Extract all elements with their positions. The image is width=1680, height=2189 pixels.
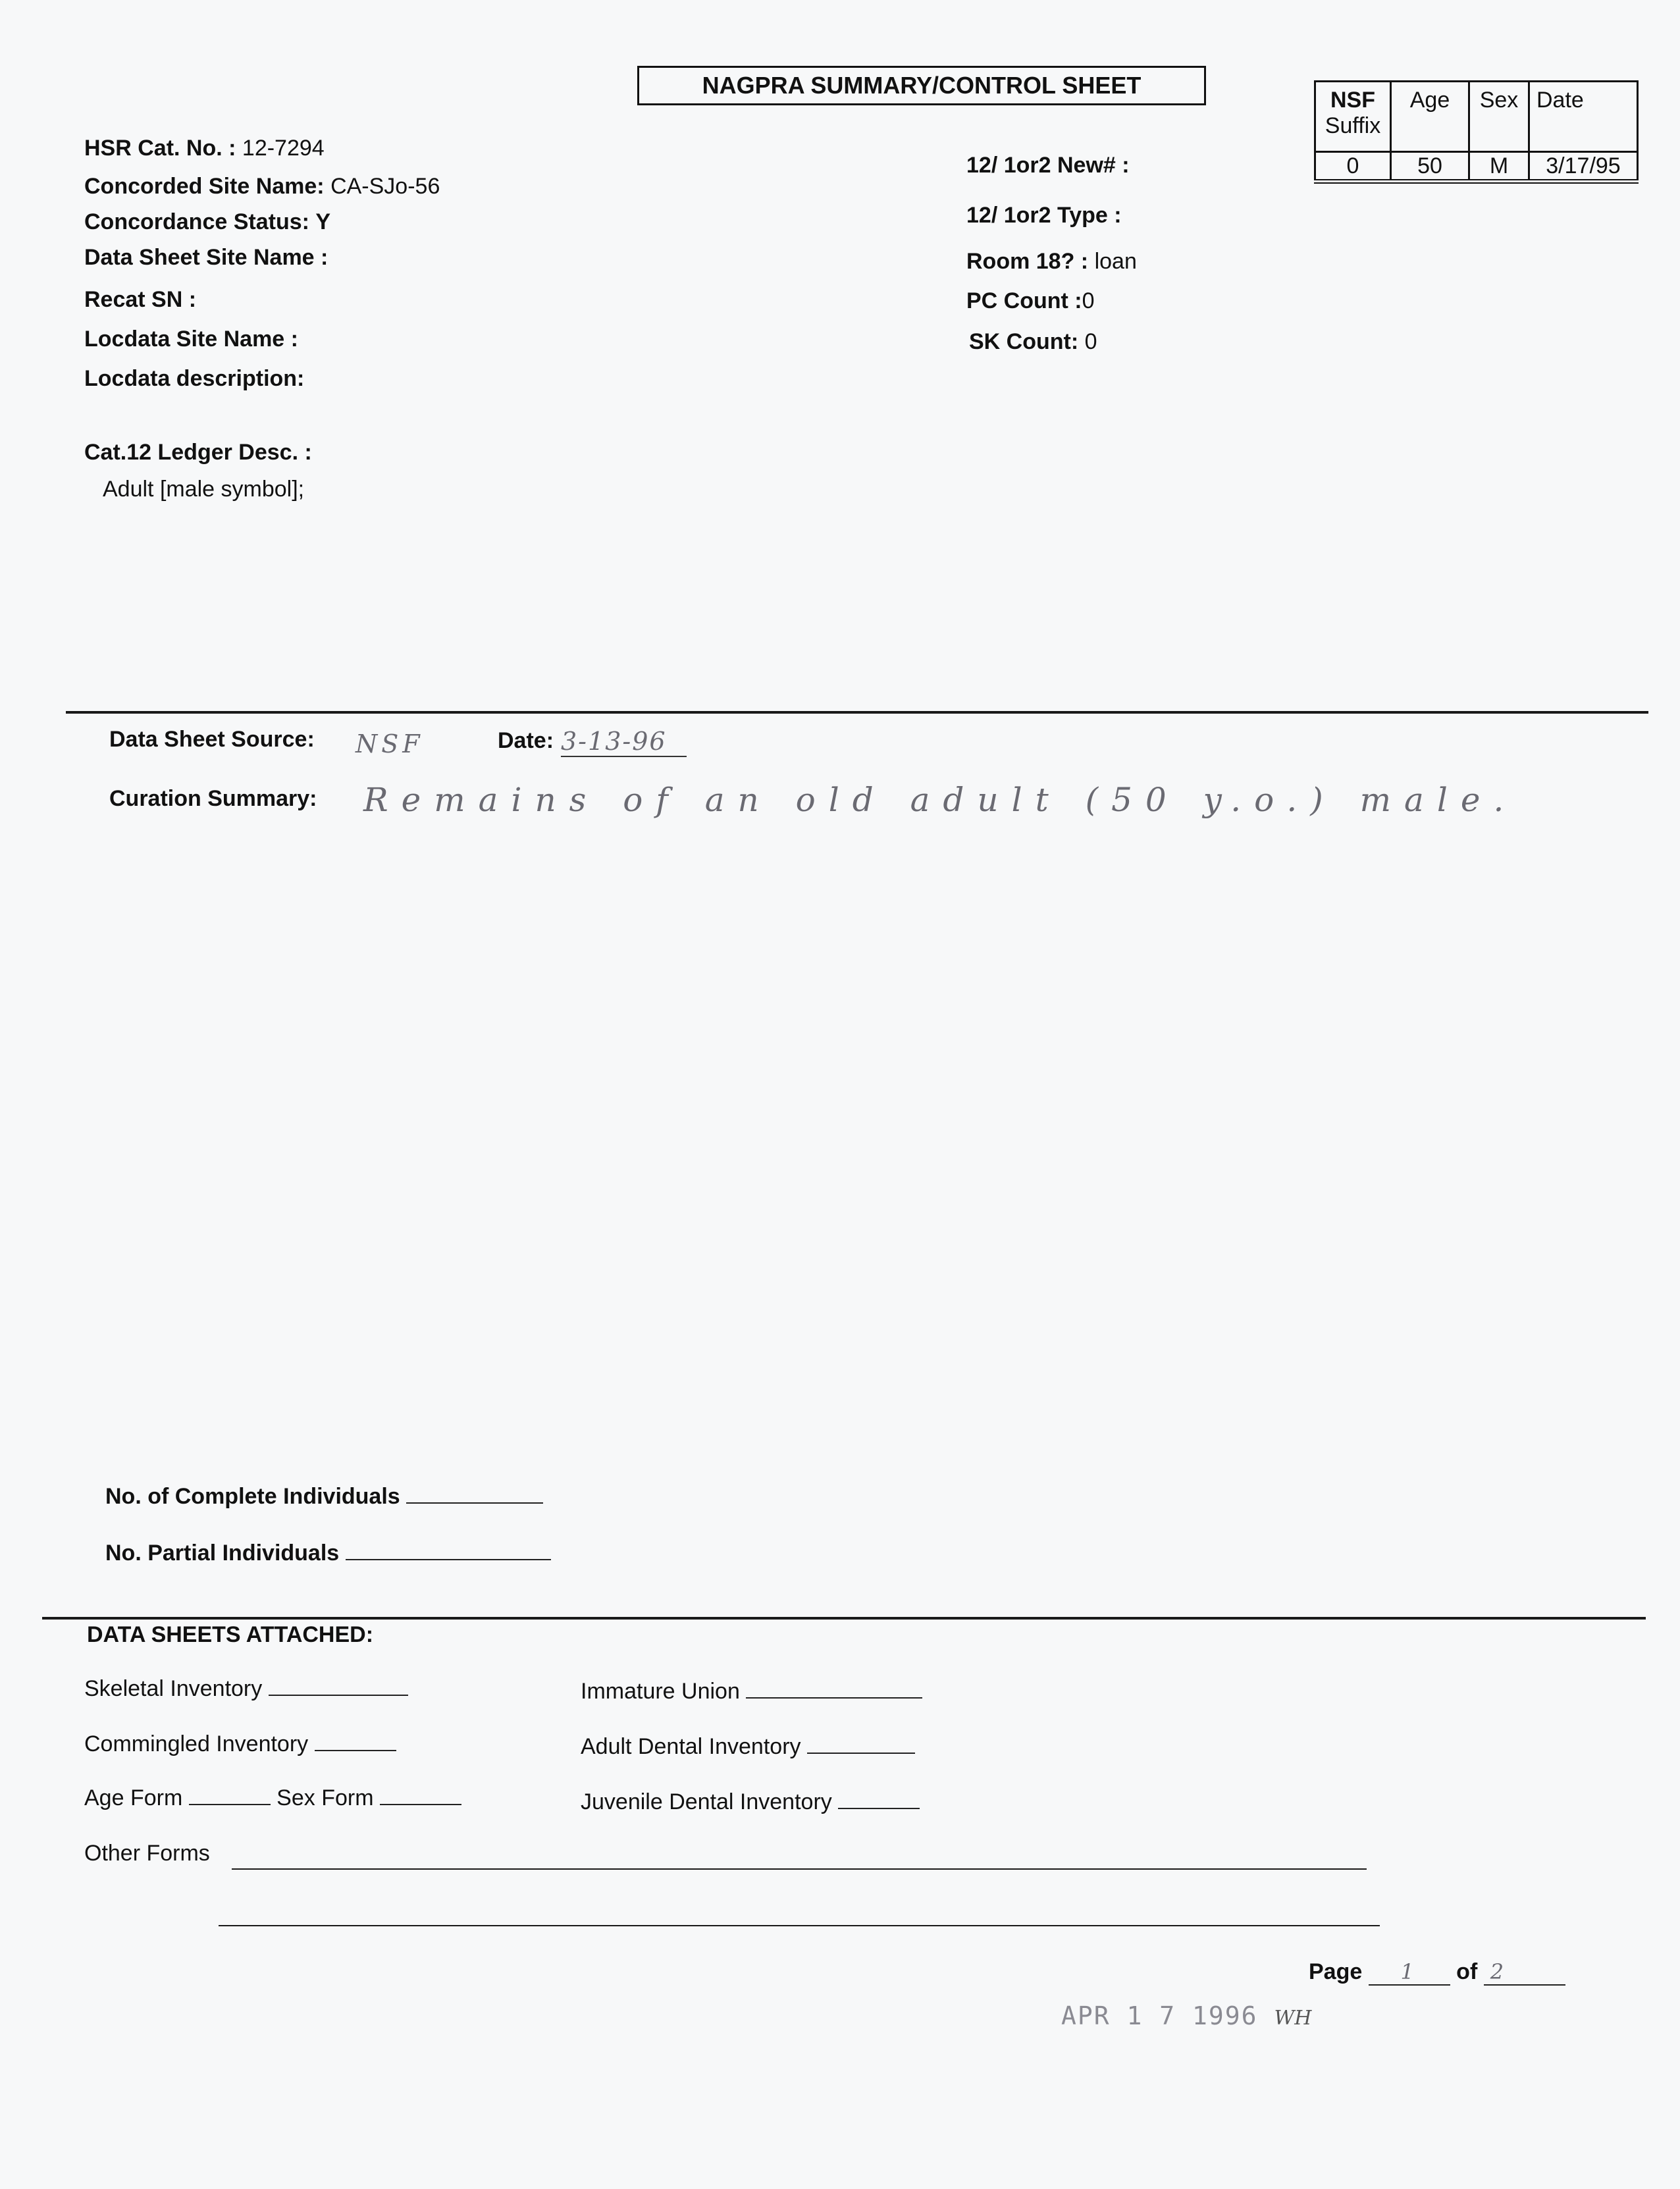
complete-individuals-label: No. of Complete Individuals: [105, 1484, 400, 1509]
concorded-site-field: [84, 174, 440, 199]
data-sheet-site-label: Data Sheet Site Name :: [84, 245, 328, 270]
sex-cell: M: [1469, 152, 1529, 182]
concorded-site-value: CA-SJo-56: [330, 174, 440, 199]
stamp-initials: WH: [1274, 2007, 1312, 2030]
nsf-header-label: NSF: [1330, 88, 1375, 113]
juvenile-dental-label: Juvenile Dental Inventory: [581, 1789, 832, 1814]
other-forms-line-2[interactable]: [219, 1925, 1380, 1926]
of-label: of: [1456, 1959, 1478, 1984]
age-form-blank[interactable]: [189, 1788, 271, 1805]
sk-count-field: [969, 329, 1097, 355]
sk-count-value: 0: [1084, 329, 1097, 354]
page-number-field: [1309, 1959, 1565, 1986]
skeletal-inventory-label: Skeletal Inventory: [84, 1676, 263, 1701]
concordance-status-value: Y: [315, 209, 331, 234]
juvenile-dental-blank[interactable]: [838, 1792, 920, 1809]
ledger-desc-value: Adult [male symbol];: [103, 477, 305, 502]
data-sheet-source-label: Data Sheet Source:: [109, 727, 315, 752]
adult-dental-field: [581, 1734, 915, 1760]
adult-dental-label: Adult Dental Inventory: [581, 1734, 801, 1759]
age-sex-form-field: [84, 1785, 461, 1811]
date-cell: 3/17/95: [1529, 152, 1638, 182]
pc-count-field: [966, 288, 1095, 314]
concorded-site-label: Concorded Site Name:: [84, 174, 325, 199]
attached-heading: DATA SHEETS ATTACHED:: [87, 1622, 374, 1647]
page-value[interactable]: 1: [1369, 1959, 1450, 1986]
locdata-site-label: Locdata Site Name :: [84, 327, 298, 352]
age-form-label: Age Form: [84, 1785, 183, 1810]
locdata-description-label: Locdata description:: [84, 366, 305, 391]
section-divider: [66, 711, 1648, 714]
complete-individuals-blank[interactable]: [406, 1487, 543, 1504]
complete-individuals-field: [105, 1484, 543, 1510]
stamp-date: APR 1 7 1996: [1061, 2001, 1258, 2030]
concordance-status-label: Concordance Status:: [84, 209, 309, 234]
nsf-suffix-header: [1315, 82, 1391, 152]
immature-union-blank[interactable]: [746, 1681, 922, 1699]
page-label: Page: [1309, 1959, 1363, 1984]
section-divider: [42, 1617, 1646, 1620]
other-forms-line[interactable]: [232, 1868, 1367, 1870]
date-header: Date: [1529, 82, 1638, 152]
skeletal-inventory-blank[interactable]: [269, 1679, 408, 1696]
curation-summary-label: Curation Summary:: [109, 786, 317, 811]
adult-dental-blank[interactable]: [807, 1737, 915, 1754]
recat-sn-label: Recat SN :: [84, 287, 197, 312]
sex-header: Sex: [1469, 82, 1529, 152]
commingled-inventory-label: Commingled Inventory: [84, 1731, 309, 1756]
commingled-inventory-field: [84, 1731, 396, 1757]
age-cell: 50: [1391, 152, 1469, 182]
ledger-desc-label: Cat.12 Ledger Desc. :: [84, 440, 312, 465]
type-label: 12/ 1or2 Type :: [966, 203, 1122, 228]
other-forms-label: Other Forms: [84, 1841, 210, 1866]
nsf-suffix-cell: 0: [1315, 152, 1391, 182]
partial-individuals-label: No. Partial Individuals: [105, 1541, 340, 1566]
immature-union-field: [581, 1679, 922, 1704]
of-value[interactable]: 2: [1484, 1959, 1565, 1986]
received-date-stamp: [1061, 2001, 1311, 2030]
date-label: Date:: [498, 728, 554, 753]
table-row: [1315, 152, 1638, 182]
partial-individuals-field: [105, 1541, 551, 1566]
sex-form-label: Sex Form: [276, 1785, 374, 1810]
page-title: NAGPRA SUMMARY/CONTROL SHEET: [637, 66, 1206, 105]
sk-count-label: SK Count:: [969, 329, 1079, 354]
juvenile-dental-field: [581, 1789, 920, 1815]
pc-count-label: PC Count :: [966, 288, 1082, 313]
room-18-field: [966, 249, 1137, 275]
hsr-cat-field: [84, 136, 325, 161]
room-18-value: loan: [1094, 249, 1137, 274]
curation-summary-value: Remains of an old adult (50 y.o.) male.: [363, 781, 1517, 819]
hsr-cat-label: HSR Cat. No. :: [84, 136, 236, 161]
nsf-table: [1314, 80, 1639, 184]
hsr-cat-value: 12-7294: [242, 136, 325, 161]
sex-form-blank[interactable]: [380, 1788, 461, 1805]
concordance-status-field: [84, 209, 330, 235]
new-number-label: 12/ 1or2 New# :: [966, 153, 1130, 178]
partial-individuals-blank[interactable]: [346, 1543, 551, 1560]
room-18-label: Room 18? :: [966, 249, 1089, 274]
table-header-row: [1315, 82, 1638, 152]
data-sheet-source-value: NSF: [355, 729, 424, 758]
suffix-header-label: Suffix: [1325, 113, 1381, 138]
pc-count-value: 0: [1082, 288, 1095, 313]
immature-union-label: Immature Union: [581, 1679, 740, 1704]
age-header: Age: [1391, 82, 1469, 152]
commingled-inventory-blank[interactable]: [315, 1734, 396, 1751]
date-value: 3-13-96: [561, 727, 687, 757]
skeletal-inventory-field: [84, 1676, 408, 1702]
